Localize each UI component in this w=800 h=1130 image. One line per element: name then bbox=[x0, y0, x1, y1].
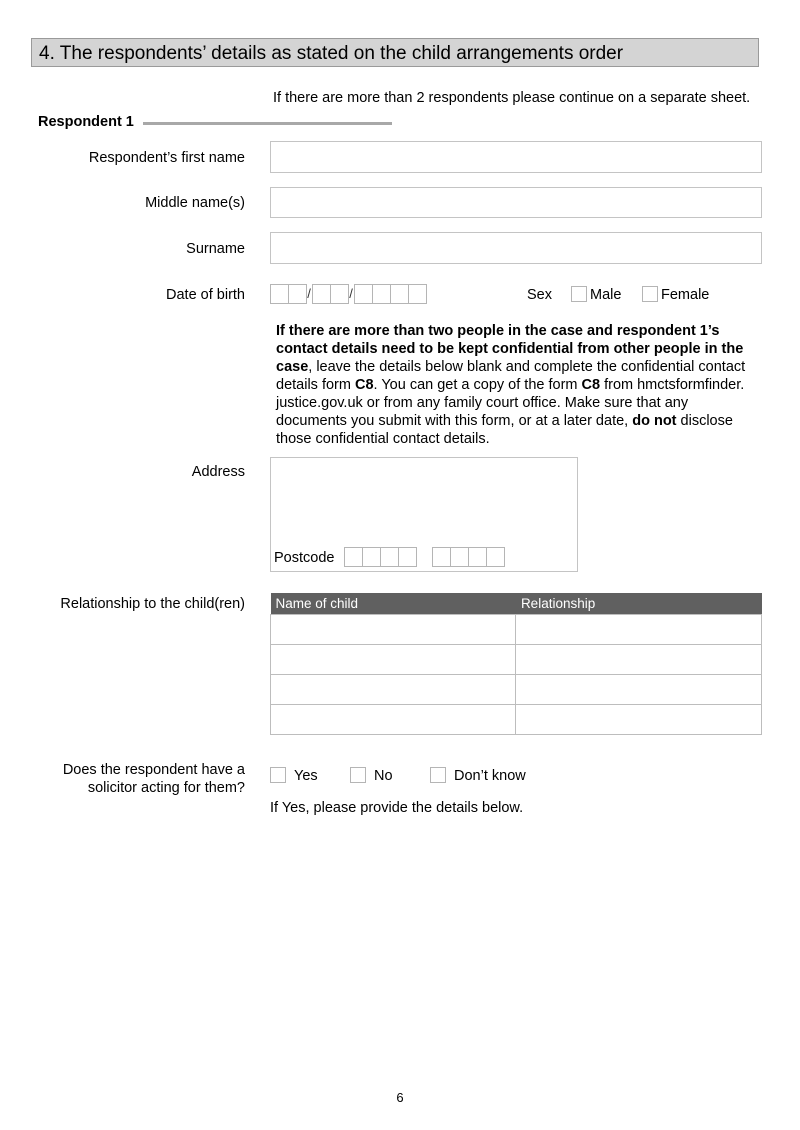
dob-year-digit-3[interactable] bbox=[390, 284, 409, 304]
dob-day-digit-1[interactable] bbox=[270, 284, 289, 304]
first-name-field[interactable] bbox=[270, 141, 762, 173]
confidentiality-notice bbox=[276, 322, 762, 448]
postcode-char[interactable] bbox=[432, 547, 451, 567]
column-header-relationship: Relationship bbox=[516, 593, 762, 614]
dob-separator: / bbox=[307, 286, 311, 301]
notice-text: . You can get a copy of the form bbox=[373, 377, 582, 393]
relationship-label: Relationship to the child(ren) bbox=[60, 596, 245, 612]
postcode-char[interactable] bbox=[380, 547, 399, 567]
form-code: C8 bbox=[354, 377, 374, 393]
dob-day-digit-2[interactable] bbox=[288, 284, 307, 304]
male-label: Male bbox=[590, 287, 622, 303]
dob-separator: / bbox=[349, 286, 353, 301]
solicitor-yes-checkbox[interactable] bbox=[270, 767, 286, 783]
continuation-note: If there are more than 2 respondents please continue on a separate sheet. bbox=[273, 90, 751, 106]
relationship-cell[interactable] bbox=[516, 644, 762, 674]
respondent-heading: Respondent 1 bbox=[38, 114, 134, 130]
child-name-cell[interactable] bbox=[271, 674, 516, 704]
relationship-cell[interactable] bbox=[516, 704, 762, 734]
postcode-char[interactable] bbox=[398, 547, 417, 567]
male-checkbox[interactable] bbox=[571, 286, 587, 302]
postcode-char[interactable] bbox=[344, 547, 363, 567]
middle-name-field[interactable] bbox=[270, 187, 762, 218]
notice-text: from hmctsformfinder. justice.gov.uk or from any family court office. Make sure that any documents you submit with this form, or at a later date, bbox=[276, 377, 745, 429]
relationship-cell[interactable] bbox=[516, 614, 762, 644]
solicitor-dont-know-checkbox[interactable] bbox=[430, 767, 446, 783]
notice-text: , leave the details below blank and complete the confidential contact details form bbox=[276, 359, 746, 393]
postcode-char[interactable] bbox=[468, 547, 487, 567]
dob-label: Date of birth bbox=[166, 287, 245, 303]
do-not-emphasis: do not bbox=[632, 413, 677, 429]
table-row bbox=[271, 614, 762, 644]
solicitor-no-checkbox[interactable] bbox=[350, 767, 366, 783]
solicitor-no-label: No bbox=[374, 768, 393, 784]
postcode-input-part2[interactable] bbox=[432, 547, 504, 567]
column-header-name-of-child: Name of child bbox=[271, 593, 516, 614]
section-title: 4. The respondents’ details as stated on the child arrangements order bbox=[31, 38, 759, 67]
table-row bbox=[271, 704, 762, 734]
relationship-cell[interactable] bbox=[516, 674, 762, 704]
postcode-input-part1[interactable] bbox=[344, 547, 416, 567]
table-row bbox=[271, 674, 762, 704]
dob-month-digit-1[interactable] bbox=[312, 284, 331, 304]
surname-field[interactable] bbox=[270, 232, 762, 264]
dob-input[interactable] bbox=[270, 284, 426, 304]
form-code: C8 bbox=[581, 377, 601, 393]
dob-year-digit-1[interactable] bbox=[354, 284, 373, 304]
solicitor-followup: If Yes, please provide the details below. bbox=[270, 800, 524, 816]
surname-label: Surname bbox=[186, 241, 245, 257]
notice-text: disclose those confidential contact details. bbox=[276, 413, 733, 447]
dob-year-digit-4[interactable] bbox=[408, 284, 427, 304]
child-name-cell[interactable] bbox=[271, 644, 516, 674]
postcode-char[interactable] bbox=[450, 547, 469, 567]
solicitor-question-line: Does the respondent have a bbox=[62, 762, 245, 778]
solicitor-question-line: solicitor acting for them? bbox=[87, 780, 245, 796]
sex-label: Sex bbox=[527, 287, 552, 303]
child-name-cell[interactable] bbox=[271, 614, 516, 644]
table-row bbox=[271, 644, 762, 674]
child-name-cell[interactable] bbox=[271, 704, 516, 734]
confidentiality-lead: If there are more than two people in the case and respondent 1’s contact details need to be kept confidential from other people in the case bbox=[276, 323, 744, 375]
middle-name-label: Middle name(s) bbox=[145, 195, 245, 211]
postcode-label: Postcode bbox=[274, 550, 335, 566]
dob-month-digit-2[interactable] bbox=[330, 284, 349, 304]
relationship-table bbox=[270, 593, 762, 735]
solicitor-yes-label: Yes bbox=[294, 768, 318, 784]
dob-year-digit-2[interactable] bbox=[372, 284, 391, 304]
postcode-char[interactable] bbox=[486, 547, 505, 567]
female-label: Female bbox=[661, 287, 710, 303]
solicitor-dont-know-label: Don’t know bbox=[454, 768, 526, 784]
address-label: Address bbox=[191, 464, 245, 480]
postcode-char[interactable] bbox=[362, 547, 381, 567]
solicitor-question bbox=[15, 761, 245, 797]
first-name-label: Respondent’s first name bbox=[88, 150, 245, 166]
heading-rule bbox=[143, 122, 392, 125]
page-number: 6 bbox=[396, 1090, 404, 1105]
female-checkbox[interactable] bbox=[642, 286, 658, 302]
